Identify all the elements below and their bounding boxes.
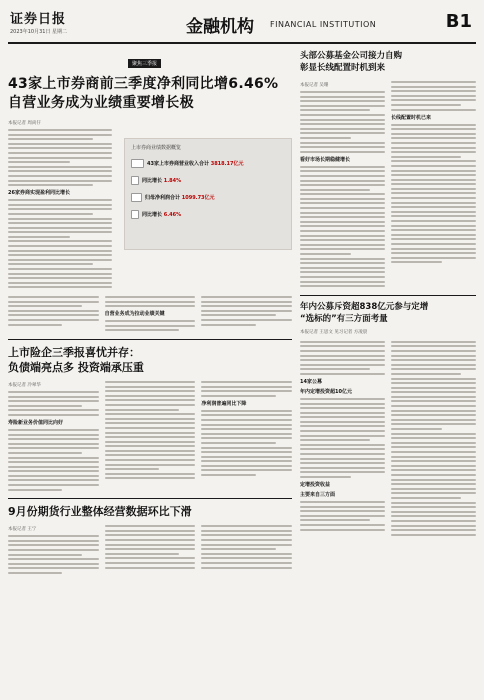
stat-label: 同比增长: [142, 178, 163, 184]
page-number: B1: [445, 11, 472, 32]
body-text: [105, 296, 196, 307]
stat-label: 同比增长: [142, 212, 163, 218]
body-text: [300, 341, 385, 375]
stat-box: [124, 138, 292, 250]
stat-row: [131, 210, 285, 219]
section-title-en: FINANCIAL INSTITUTION: [270, 20, 377, 29]
body-text: [201, 410, 292, 476]
story2-headline-line2: 负债端亮点多 投资端承压重: [8, 360, 144, 374]
body-text: [300, 166, 385, 287]
lead-headline: [8, 75, 292, 113]
stat-bar: [131, 210, 139, 219]
body-text: [8, 391, 99, 416]
left-column: [8, 50, 292, 577]
story2-byline: 本报记者 冷翠华: [8, 382, 41, 388]
story2-body: [8, 378, 292, 493]
body-text: [300, 91, 385, 153]
newspaper-logo: 证券日报: [10, 12, 67, 27]
body-text: [105, 525, 196, 576]
right-story2-subhead-4: 主要来自三方面: [300, 492, 336, 498]
body-text: [391, 341, 476, 539]
section-title: 金融机构: [186, 17, 254, 37]
lead-headline-line1: 43家上市券商前三季度净利同比增6.46%: [8, 76, 279, 92]
right-story2-subhead-2: 年内定增投资超10亿元: [300, 388, 352, 395]
story2-subhead-2: 净利润普遍同比下降: [201, 400, 247, 407]
stat-bar: [131, 193, 142, 202]
body-text: [391, 124, 476, 264]
stat-box-title: 上市券商业绩数据概览: [131, 145, 182, 151]
body-text: [300, 398, 385, 478]
stat-row: [131, 176, 285, 185]
stat-value: 1.84%: [163, 178, 182, 184]
stat-bar: [131, 159, 144, 168]
story3-body: [8, 522, 292, 576]
body-text: [105, 320, 196, 331]
section-divider: [8, 498, 292, 499]
story2-headline-line1: 上市险企三季报喜忧并存：: [8, 345, 140, 359]
story-tag: 聚焦三季报: [128, 59, 161, 68]
right-story2-headline: [300, 301, 476, 325]
stat-bar: [131, 176, 139, 185]
right-story1-headline-line2: 彰显长线配置时机到来: [300, 63, 386, 73]
lead-subhead-2: 自营业务成为拉动业绩关键: [104, 311, 165, 318]
right-story1-headline: [300, 50, 476, 74]
right-story2-headline-line1: 年内公募斥资超838亿元参与定增: [300, 301, 429, 312]
body-text: [300, 501, 385, 531]
body-text: [201, 296, 292, 334]
right-story1-body: [300, 78, 476, 290]
stat-label: 43家上市券商营业收入合计: [147, 161, 209, 167]
stat-row: [131, 159, 285, 168]
body-text: [8, 129, 112, 186]
right-story2-body: [300, 338, 476, 539]
body-text: [8, 535, 99, 574]
stat-value: 3818.17亿元: [210, 161, 244, 167]
right-story2-headline-line2: “选标的”有三方面考量: [300, 313, 388, 324]
right-story2-subhead-1: 14家公募: [300, 378, 322, 385]
story3-byline: 本报记者 王宁: [8, 527, 37, 533]
lead-subhead-1: 26家券商实现盈利同比增长: [8, 190, 70, 197]
stat-row: [131, 193, 285, 202]
body-text: [201, 525, 292, 576]
right-column: [300, 50, 476, 538]
stat-label: 归母净利润合计: [145, 195, 181, 201]
body-text: [8, 429, 99, 491]
lead-headline-line2: 自营业务成为业绩重要增长极: [8, 95, 194, 111]
right-story1-headline-line1: 头部公募基金公司接力自购: [300, 51, 403, 61]
right-story1-byline: 本报记者 吴珊: [300, 83, 329, 88]
lead-story-column-1: [8, 116, 112, 291]
stat-value: 6.46%: [163, 212, 182, 218]
story2-headline: [8, 345, 292, 375]
body-text: [8, 296, 99, 334]
body-text: [105, 381, 196, 493]
right-story2-subhead-3: 定增投资收益: [300, 482, 331, 488]
right-story2-byline: 本报记者 王思文 见习记者 方凌晨: [300, 329, 368, 335]
section-divider: [8, 339, 292, 340]
right-story1-subhead-1: 看好市场长期稳健增长: [300, 156, 351, 163]
body-text: [391, 81, 476, 111]
lead-byline: 本报记者 周尚仔: [8, 121, 41, 126]
body-text: [8, 199, 112, 288]
lead-story-lower: [8, 293, 292, 334]
body-text: [201, 381, 292, 397]
right-story1-subhead-2: 长线配置时机已来: [391, 114, 432, 121]
issue-date: 2023年10月31日 星期二: [10, 29, 68, 35]
section-divider: [300, 295, 476, 296]
stat-value: 1099.73亿元: [181, 195, 215, 201]
story3-headline: 9月份期货行业整体经营数据环比下滑: [8, 505, 192, 519]
story2-subhead-1: 寿险新业务价值同比向好: [8, 419, 64, 426]
masthead: [8, 6, 476, 44]
